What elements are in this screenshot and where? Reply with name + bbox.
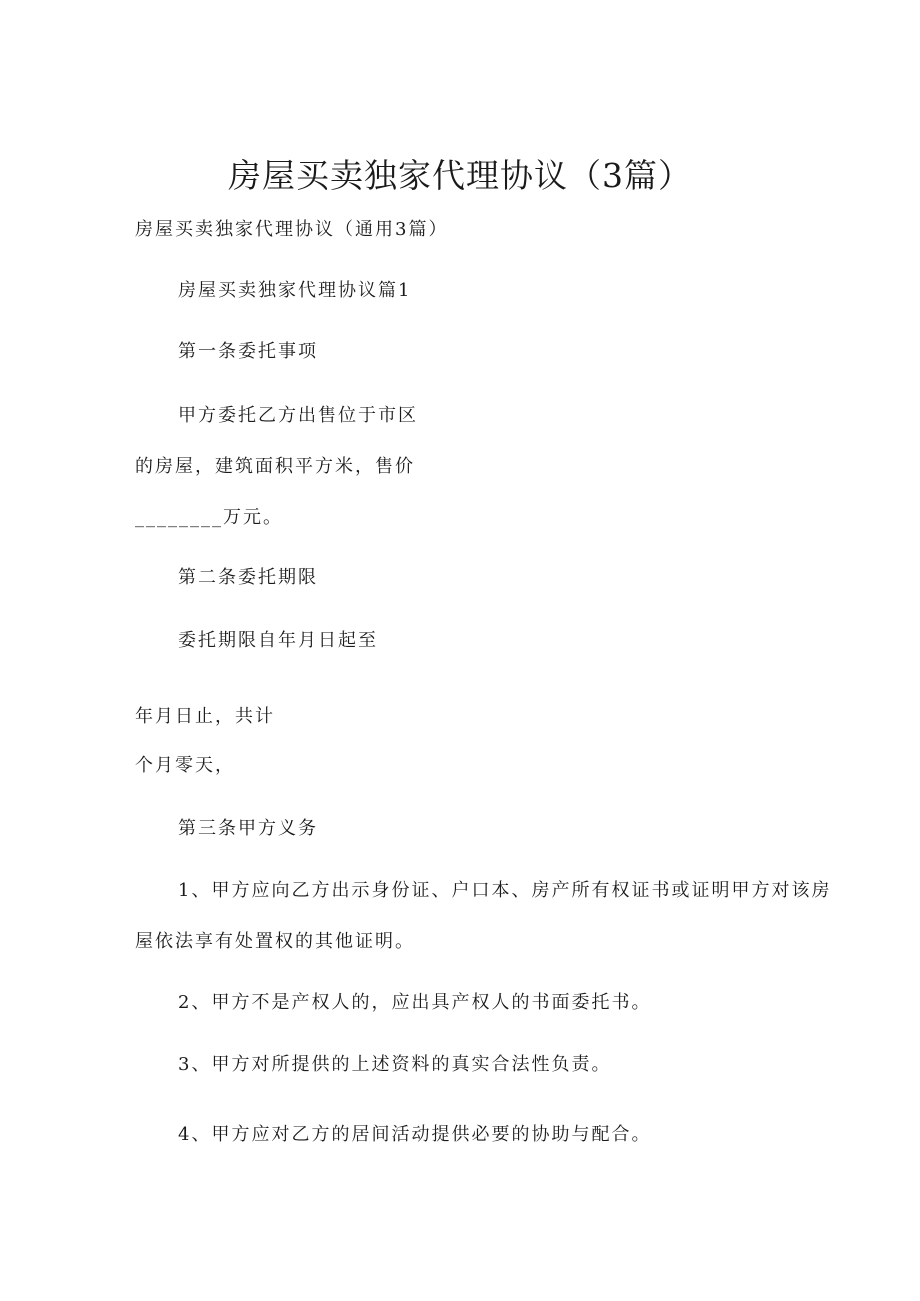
article2-line3: 个月零天， [135,755,235,776]
article3-heading: 第三条甲方义务 [178,818,318,839]
article1-line1: 甲方委托乙方出售位于市区 [178,405,418,426]
article3-item1-line2: 屋依法享有处置权的其他证明。 [135,931,415,952]
article2-heading: 第二条委托期限 [178,567,318,588]
article1-heading: 第一条委托事项 [178,341,318,362]
article2-line1: 委托期限自年月日起至 [178,630,378,651]
document-subtitle: 房屋买卖独家代理协议（通用3篇） [135,219,449,240]
article1-line3: ________万元。 [135,507,283,528]
article1-line2: 的房屋，建筑面积平方米，售价 [135,456,415,477]
article3-item3: 3、甲方对所提供的上述资料的真实合法性负责。 [178,1054,612,1075]
article3-item1-line1: 1、甲方应向乙方出示身份证、户口本、房产所有权证书或证明甲方对该房 [178,880,832,901]
article3-item4: 4、甲方应对乙方的居间活动提供必要的协助与配合。 [178,1124,652,1145]
document-title: 房屋买卖独家代理协议（3篇） [228,156,692,195]
article3-item2: 2、甲方不是产权人的，应出具产权人的书面委托书。 [178,992,652,1013]
section-heading: 房屋买卖独家代理协议篇1 [178,280,412,301]
article2-line2: 年月日止，共计 [135,706,275,727]
